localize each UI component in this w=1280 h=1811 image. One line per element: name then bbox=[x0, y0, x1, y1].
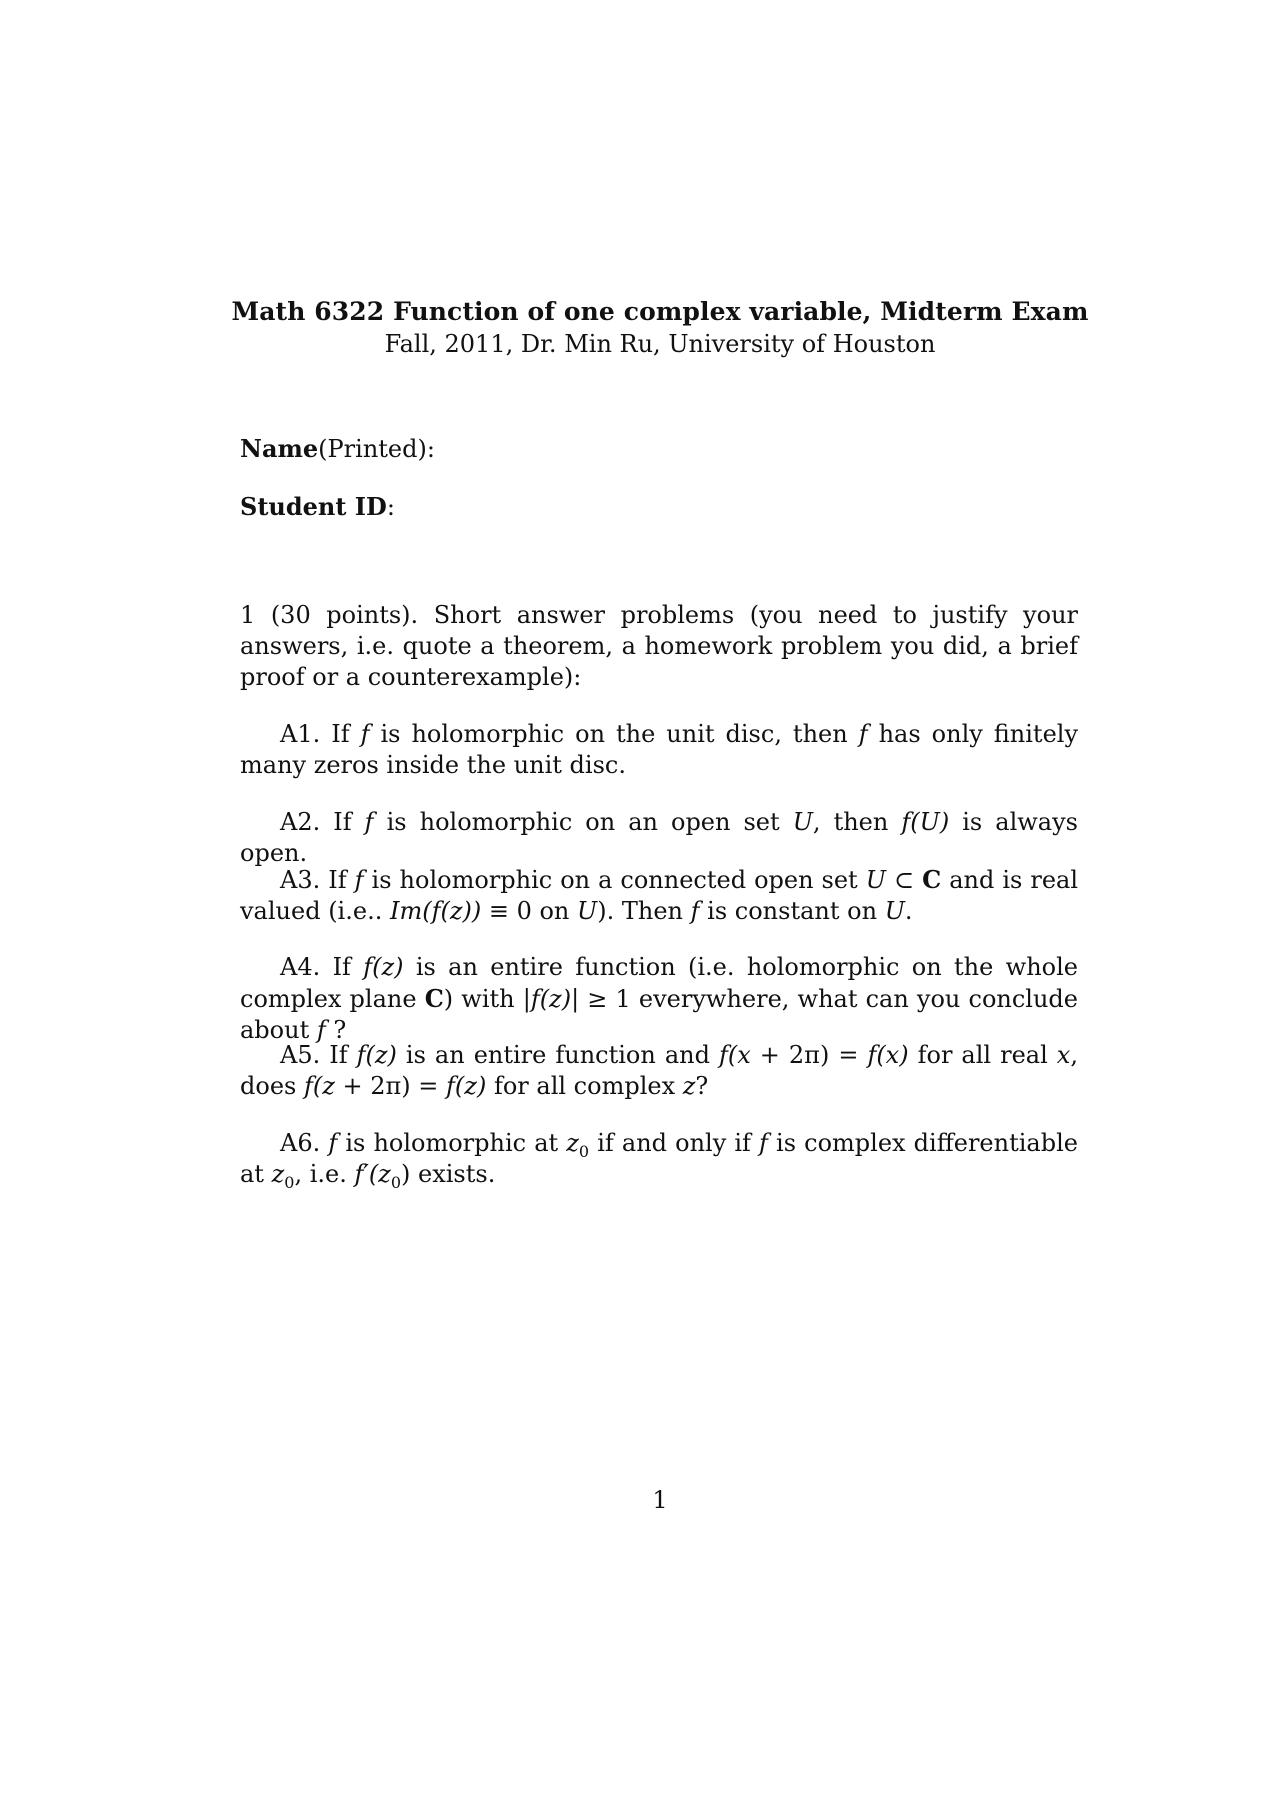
item-a5-text-5: , does bbox=[240, 1041, 1078, 1100]
item-a6-math-2: z bbox=[566, 1129, 579, 1157]
item-a3 bbox=[240, 864, 1078, 927]
item-a3-math-5: U bbox=[577, 897, 598, 925]
item-a3-text-4: and is real valued (i.e.. bbox=[240, 866, 1079, 925]
item-a5-math-2: f(x bbox=[718, 1041, 751, 1069]
item-a3-math-3: C bbox=[922, 865, 942, 894]
item-a3-math-1: f bbox=[354, 866, 364, 894]
item-a2-math-2: U bbox=[792, 808, 813, 836]
item-a4-label: A4. bbox=[280, 953, 321, 981]
item-a4 bbox=[240, 952, 1078, 1046]
student-id-field bbox=[240, 491, 395, 523]
item-a3-text-7: is constant on bbox=[707, 897, 878, 925]
problem-1-intro: 1 (30 points). Short answer problems (you need to justify your answers, i.e. quote a theorem, a homework problem you did, a brief proof or a counterexample): bbox=[240, 601, 1078, 691]
exam-title: Math 6322 Function of one complex variable, Midterm Exam bbox=[231, 297, 1089, 326]
name-label-suffix: (Printed): bbox=[318, 435, 435, 463]
item-a2-text-4: is always open. bbox=[240, 808, 1078, 867]
item-a5-text-8: ? bbox=[695, 1072, 709, 1100]
item-a5-math-6: f(z) bbox=[446, 1072, 487, 1100]
item-a5-text-4: for all real bbox=[917, 1041, 1048, 1069]
item-a2-math-3: f(U) bbox=[901, 808, 950, 836]
item-a3-text-5: ≡ 0 on bbox=[488, 897, 570, 925]
item-a4-math-4: f bbox=[316, 1016, 326, 1044]
item-a6-math-3: f bbox=[759, 1129, 768, 1157]
item-a5-math-3: f(x) bbox=[867, 1041, 909, 1069]
item-a6-text-1: is holomorphic at bbox=[345, 1129, 559, 1157]
item-a4-text-2: is an entire function (i.e. holomorphic on the whole complex plane bbox=[240, 953, 1078, 1013]
item-a6 bbox=[240, 1128, 1078, 1190]
item-a1-label: A1. bbox=[280, 720, 321, 748]
item-a6-math-1: f bbox=[328, 1129, 338, 1157]
item-a6-label: A6. bbox=[280, 1129, 321, 1157]
name-field bbox=[240, 433, 435, 465]
item-a4-text-4: | ≥ 1 everywhere, what can you conclude about bbox=[240, 985, 1079, 1044]
item-a4-text-3: ) with | bbox=[443, 985, 531, 1013]
item-a3-text-6: ). Then bbox=[597, 897, 683, 925]
item-a1-text-2: is holomorphic on the unit disc, then bbox=[380, 720, 848, 748]
item-a1 bbox=[240, 719, 1078, 781]
exam-subtitle: Fall, 2011, Dr. Min Ru, University of Houston bbox=[384, 330, 936, 358]
item-a5-math-7: z bbox=[682, 1072, 696, 1100]
item-a5-math-1: f(z) bbox=[356, 1041, 397, 1069]
name-label: Name bbox=[240, 434, 319, 463]
item-a6-math-5: f′(z bbox=[354, 1160, 391, 1188]
item-a6-math-4: z bbox=[271, 1160, 285, 1188]
item-a3-text-8: . bbox=[904, 897, 913, 925]
item-a6-subscript-5: 0 bbox=[390, 1172, 402, 1192]
item-a2 bbox=[240, 807, 1078, 869]
item-a3-text-2: is holomorphic on a connected open set bbox=[371, 866, 858, 894]
item-a1-text-1: If bbox=[331, 720, 350, 748]
item-a2-label: A2. bbox=[280, 808, 321, 836]
item-a2-text-3: , then bbox=[812, 808, 889, 836]
item-a4-math-3: f(z) bbox=[530, 985, 572, 1013]
item-a5-text-6: + 2π) = bbox=[342, 1072, 439, 1100]
item-a5-math-5: f(z bbox=[303, 1072, 335, 1100]
item-a6-text-5: ) exists. bbox=[401, 1160, 496, 1188]
item-a5-text-1: If bbox=[329, 1041, 348, 1069]
item-a1-text-3: has only finitely many zeros inside the unit disc. bbox=[240, 720, 1079, 779]
student-id-label: Student ID bbox=[240, 492, 387, 521]
student-id-label-suffix: : bbox=[386, 493, 395, 521]
item-a1-math-1: f bbox=[360, 720, 370, 748]
item-a3-math-4: Im(f(z)) bbox=[389, 897, 482, 925]
item-a2-text-1: If bbox=[333, 808, 352, 836]
item-a3-math-2: U bbox=[865, 866, 886, 894]
item-a6-subscript-4: 0 bbox=[284, 1172, 295, 1192]
item-a4-math-1: f(z) bbox=[363, 953, 404, 981]
item-a6-text-4: , i.e. bbox=[294, 1160, 347, 1188]
title-block bbox=[0, 296, 1280, 360]
item-a5 bbox=[240, 1040, 1078, 1102]
item-a5-text-7: for all complex bbox=[493, 1072, 676, 1100]
item-a2-text-2: is holomorphic on an open set bbox=[386, 808, 780, 836]
item-a6-subscript-2: 0 bbox=[578, 1141, 590, 1161]
item-a6-text-2: if and only if bbox=[597, 1129, 751, 1157]
item-a4-math-2: C bbox=[424, 984, 444, 1013]
item-a1-math-2: f bbox=[858, 720, 868, 748]
item-a3-label: A3. bbox=[280, 866, 321, 894]
item-a5-label: A5. bbox=[280, 1041, 321, 1069]
item-a3-text-3: ⊂ bbox=[893, 866, 915, 894]
item-a3-math-7: U bbox=[884, 897, 905, 925]
item-a4-text-5: ? bbox=[333, 1016, 347, 1044]
item-a5-text-3: + 2π) = bbox=[759, 1041, 859, 1069]
item-a5-math-4: x bbox=[1056, 1041, 1071, 1069]
page-number: 1 bbox=[652, 1486, 668, 1514]
item-a6-text-3: is complex differentiable at bbox=[240, 1129, 1078, 1188]
item-a3-text-1: If bbox=[328, 866, 347, 894]
item-a5-text-2: is an entire function and bbox=[405, 1041, 710, 1069]
item-a2-math-1: f bbox=[364, 808, 374, 836]
item-a3-math-6: f bbox=[690, 897, 700, 925]
item-a4-text-1: If bbox=[332, 953, 351, 981]
